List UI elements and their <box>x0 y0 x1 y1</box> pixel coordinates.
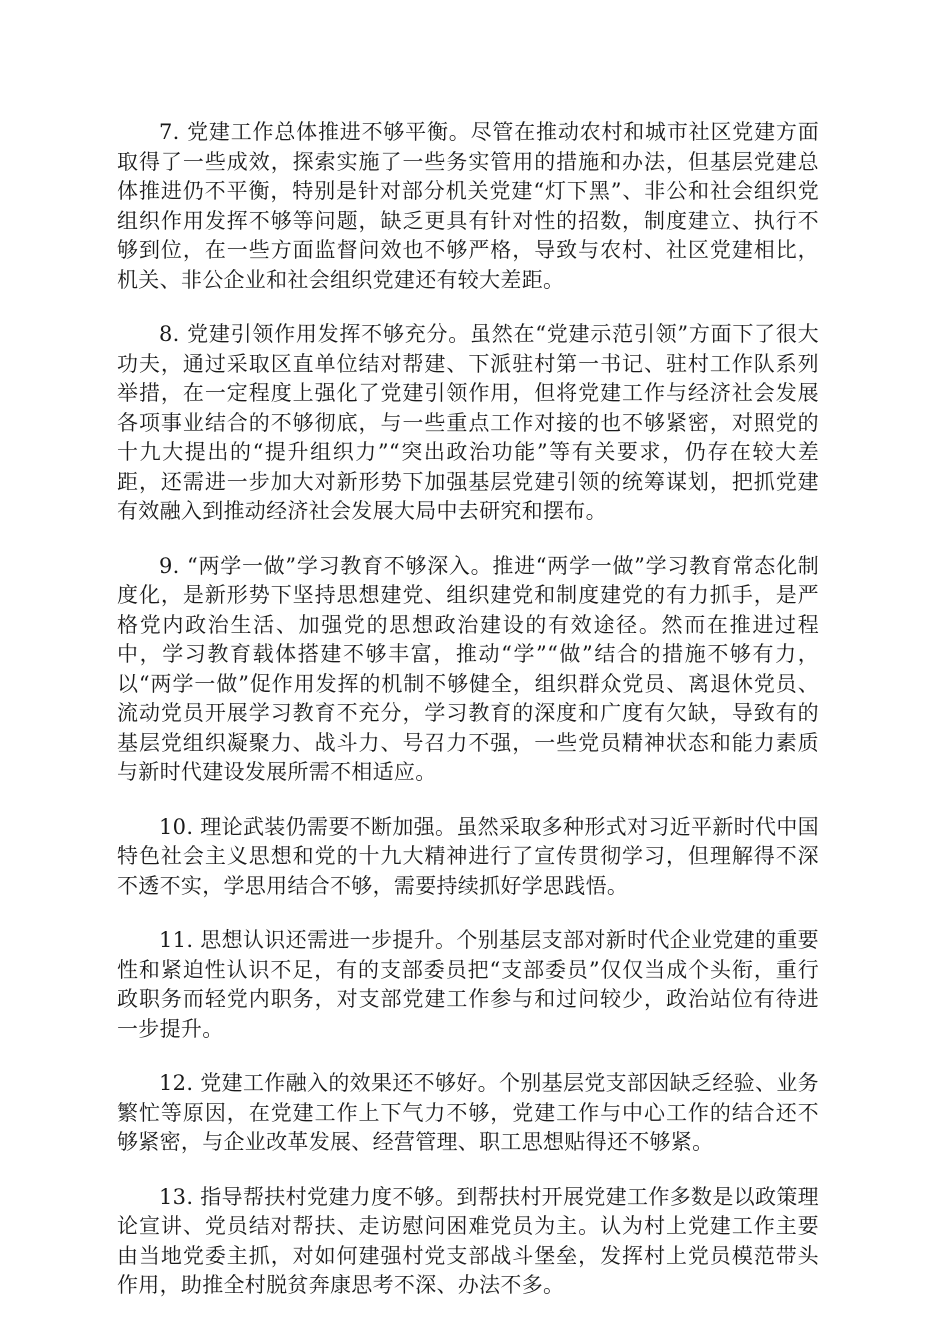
paragraph-item-10: 10. 理论武装仍需要不断加强。虽然采取多种形式对习近平新时代中国特色社会主义思想和党的十九大精神进行了宣传贯彻学习，但理解得不深不透不实，学思用结合不够，需要持续抓好学思践悟。 <box>117 814 819 898</box>
paragraph-item-8: 8. 党建引领作用发挥不够充分。虽然在“党建示范引领”方面下了很大功夫，通过采取区直单位结对帮建、下派驻村第一书记、驻村工作队系列举措，在一定程度上强化了党建引领作用，但将党建工作与经济社会发展各项事业结合的不够彻底，与一些重点工作对接的也不够紧密，对照党的十九大提出的“提升组织力”“突出政治功能”等有关要求，仍存在较大差距，还需进一步加大对新形势下加强基层党建引领的统筹谋划，把抓党建有效融入到推动经济社会发展大局中去研究和摆布。 <box>117 322 819 523</box>
paragraph-item-13: 13. 指导帮扶村党建力度不够。到帮扶村开展党建工作多数是以政策理论宣讲、党员结对帮扶、走访慰问困难党员为主。认为村上党建工作主要由当地党委主抓，对如何建强村党支部战斗堡垒，发挥村上党员模范带头作用，助推全村脱贫奔康思考不深、办法不多。 <box>117 1184 819 1297</box>
document-body <box>117 118 819 1326</box>
paragraph-item-11: 11. 思想认识还需进一步提升。个别基层支部对新时代企业党建的重要性和紧迫性认识不足，有的支部委员把“支部委员”仅仅当成个头衔，重行政职务而轻党内职务，对支部党建工作参与和过问较少，政治站位有待进一步提升。 <box>117 928 819 1041</box>
paragraph-item-9: 9. “两学一做”学习教育不够深入。推进“两学一做”学习教育常态化制度化，是新形势下坚持思想建党、组织建党和制度建党的有力抓手，是严格党内政治生活、加强党的思想政治建设的有效途径。然而在推进过程中，学习教育载体搭建不够丰富，推动“学”“做”结合的措施不够有力，以“两学一做”促作用发挥的机制不够健全，组织群众党员、离退休党员、流动党员开展学习教育不充分，学习教育的深度和广度有欠缺，导致有的基层党组织凝聚力、战斗力、号召力不强，一些党员精神状态和能力素质与新时代建设发展所需不相适应。 <box>117 553 819 784</box>
paragraph-item-7: 7. 党建工作总体推进不够平衡。尽管在推动农村和城市社区党建方面取得了一些成效，探索实施了一些务实管用的措施和办法，但基层党建总体推进仍不平衡，特别是针对部分机关党建“灯下黑”、非公和社会组织党组织作用发挥不够等问题，缺乏更具有针对性的招数，制度建立、执行不够到位，在一些方面监督问效也不够严格，导致与农村、社区党建相比，机关、非公企业和社会组织党建还有较大差距。 <box>117 120 819 292</box>
paragraph-item-12: 12. 党建工作融入的效果还不够好。个别基层党支部因缺乏经验、业务繁忙等原因，在党建工作上下气力不够，党建工作与中心工作的结合还不够紧密，与企业改革发展、经营管理、职工思想贴得还不够紧。 <box>117 1071 819 1154</box>
